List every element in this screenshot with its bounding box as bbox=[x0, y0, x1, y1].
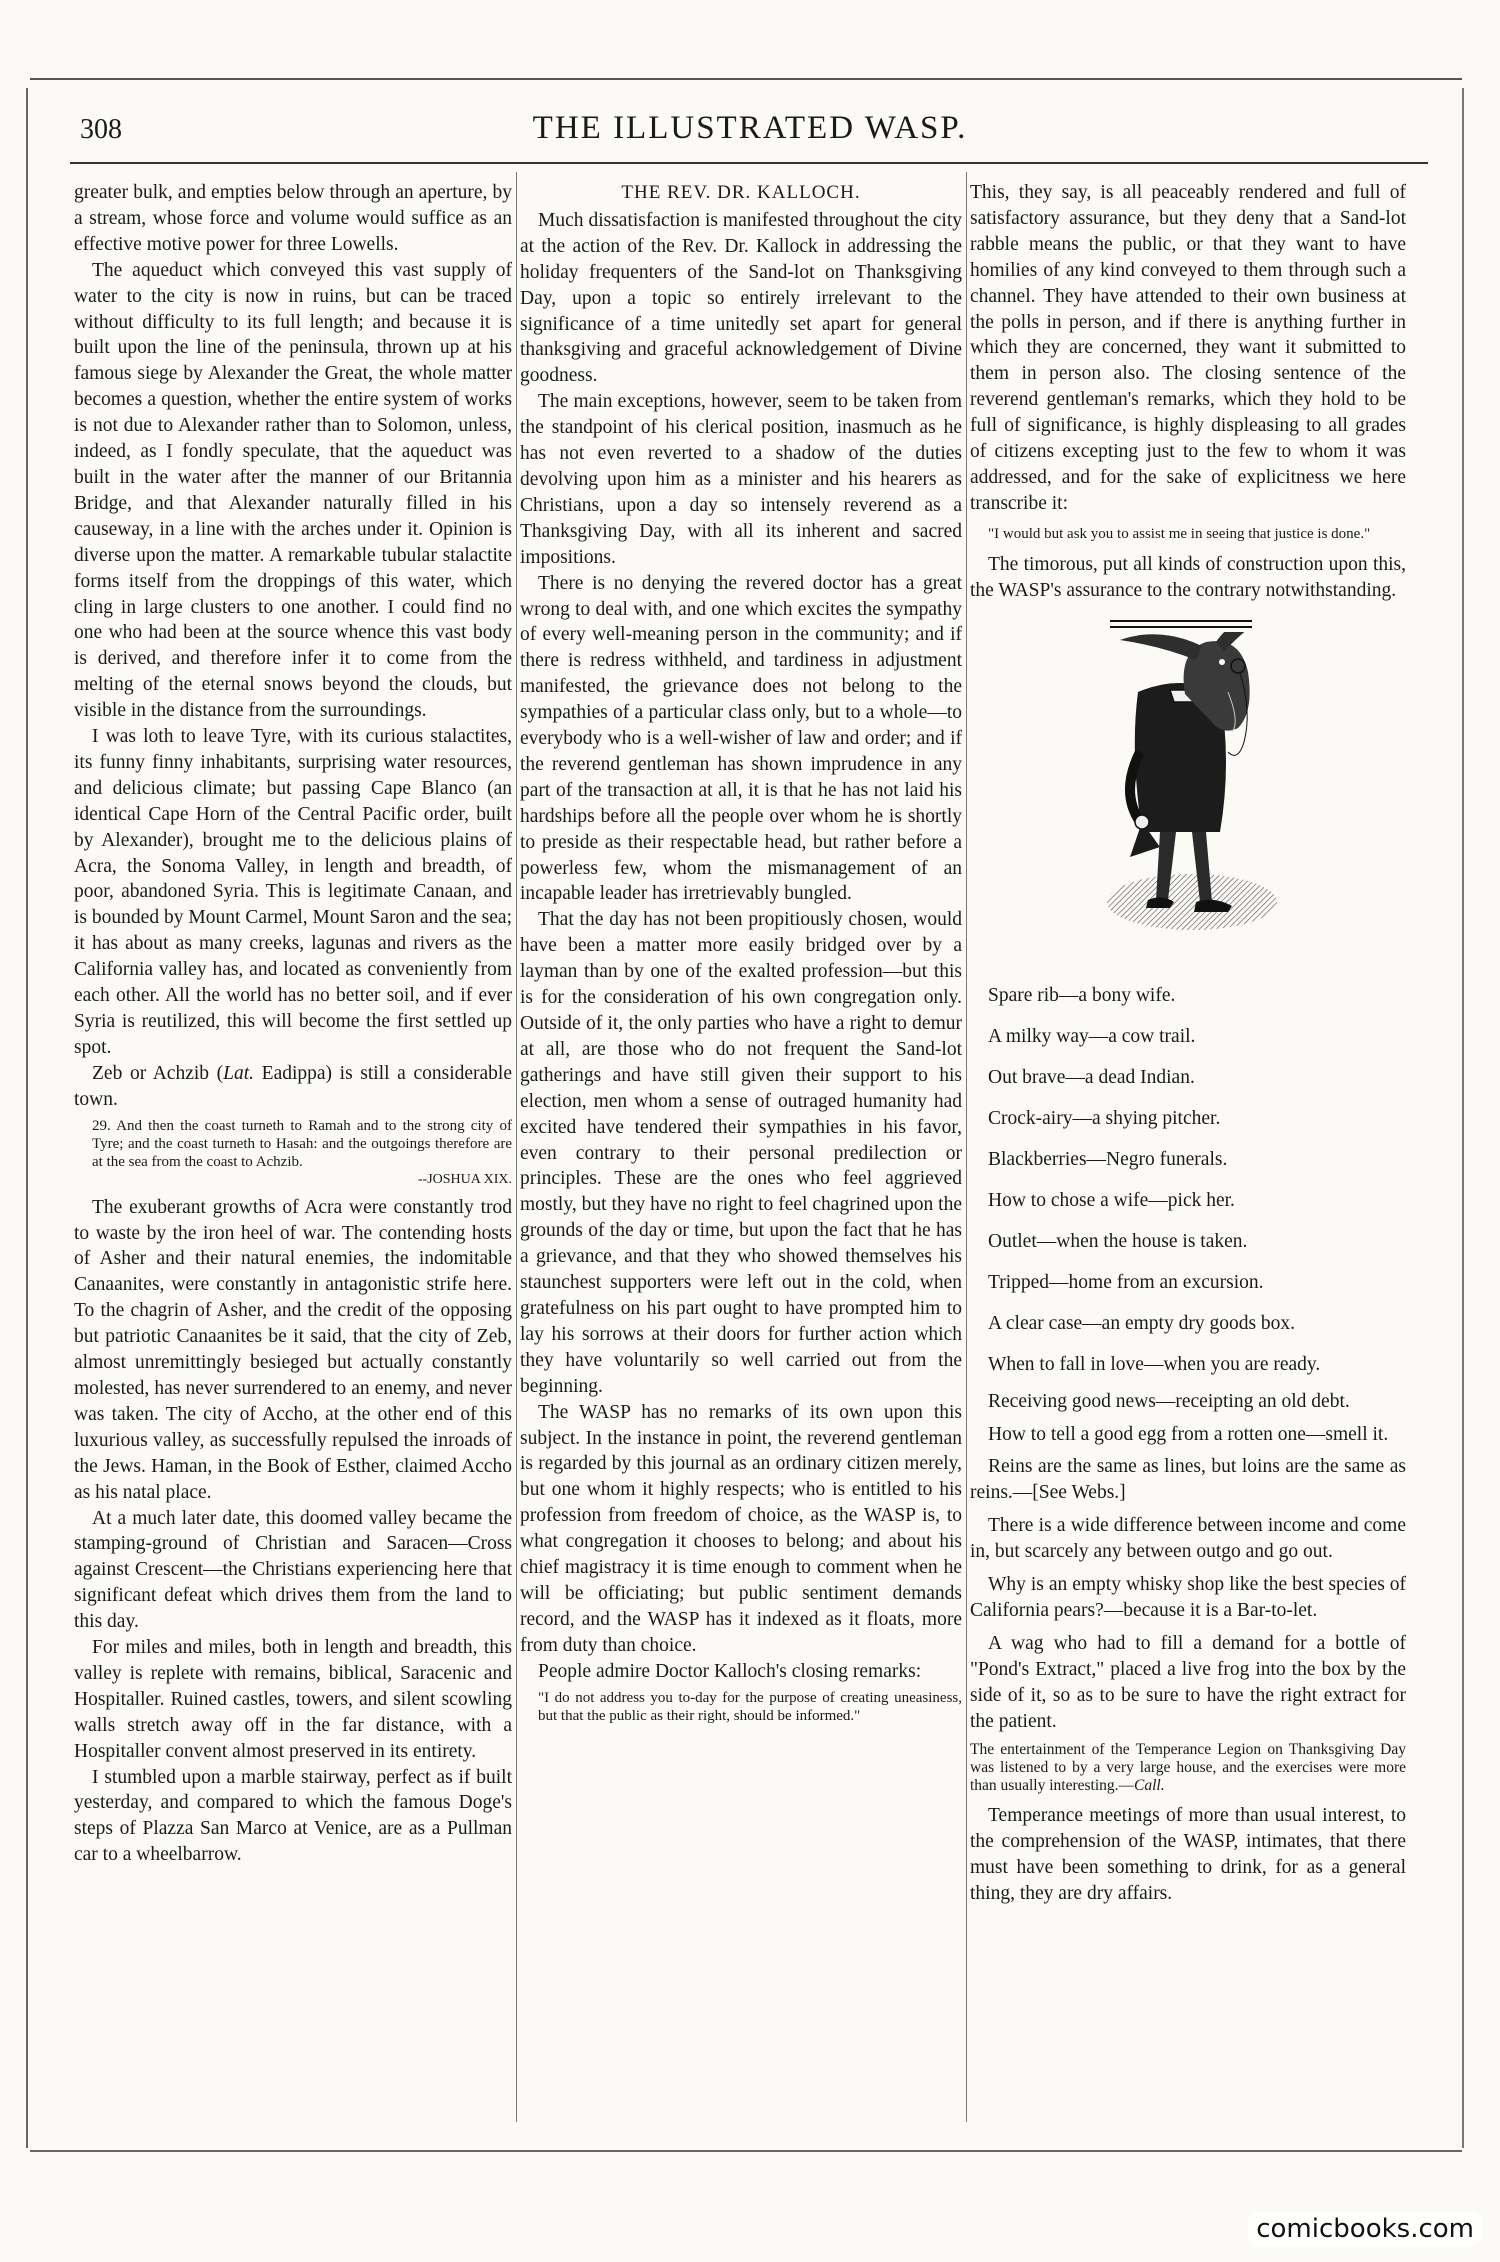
paragraph: Much dissatisfaction is manifested throughout the city at the action of the Rev. Dr. Kallock in addressing the holiday frequenters of the Sand-lot on Thanksgiving Day, upon a topic so entirely irrelevant to the significance of a time unitedly set apart for general thanksgiving and graceful acknowledgement of Divine goodness. bbox=[520, 209, 962, 387]
joke-list bbox=[970, 979, 1406, 1382]
joke-item: Receiving good news—receipting an old debt. bbox=[988, 1390, 1350, 1412]
paragraph: I stumbled upon a marble stairway, perfect as if built yesterday, and compared to which the famous Doge's steps of Plazza San Marco at Venice, are as a Pullman car to a wheelbarrow. bbox=[74, 1766, 512, 1866]
column-divider bbox=[516, 172, 517, 2122]
joke-item: A milky way—a cow trail. bbox=[988, 1025, 1196, 1047]
note-text: The entertainment of the Temperance Legion on Thanksgiving Day was listened to by a very large house, and the exercises were more than usually interesting.— bbox=[970, 1741, 1406, 1795]
joke-item: How to tell a good egg from a rotten one—smell it. bbox=[988, 1423, 1389, 1445]
quote-text: 29. And then the coast turneth to Ramah and to the strong city of Tyre; and the coast turneth to Hasah: and the outgoings therefore are at the sea from the coast to Achzib. bbox=[92, 1117, 512, 1170]
joke-item: Tripped—home from an excursion. bbox=[988, 1271, 1264, 1293]
paragraph: Temperance meetings of more than usual interest, to the comprehension of the WASP, intimates, that there must have been something to drink, for as a general thing, they are dry affairs. bbox=[970, 1805, 1406, 1905]
paragraph: I was loth to leave Tyre, with its curious stalactites, its funny finny inhabitants, surprising water resources, and delicious climate; but passing Cape Blanco (an identical Cape Horn of the Central Pacific order, built by Alexander), brought me to the delicious plains of Acra, the Sonoma Valley, in length and breadth, of poor, abandoned Syria. This is legitimate Canaan, and is bounded by Mount Carmel, Mount Saron and the sea; it has about as many creeks, lagunas and rivers as the California valley has, and located as conveniently from each other. All the world has no better soil, and if ever Syria is reutilized, this will become the first settled up spot. bbox=[74, 726, 512, 1058]
closing-quote: "I do not address you to-day for the purpose of creating uneasiness, but that the public as their right, should be informed." bbox=[538, 1689, 962, 1724]
illustration-rule bbox=[1110, 620, 1252, 622]
masthead: THE ILLUSTRATED WASP. bbox=[532, 110, 968, 146]
joke-item: Spare rib—a bony wife. bbox=[988, 984, 1176, 1006]
paragraph: The exuberant growths of Acra were constantly trod to waste by the iron heel of war. The contending hosts of Asher and their natural enemies, the indomitable Canaanites, were constantly in antagonistic strife here. To the chagrin of Asher, and the credit of the opposing but patriotic Canaanites be it said, that the city of Zeb, almost unremittingly besieged but actually constantly molested, has never surrendered to an enemy, and never was taken. The city of Accho, at the other end of this luxurious valley, as successfully repulsed the inroads of the Jews. Haman, in the Book of Esther, claimed Accho as his natal place. bbox=[74, 1196, 512, 1503]
paragraph: People admire Doctor Kalloch's closing remarks: bbox=[538, 1660, 922, 1682]
quote-attribution: --JOSHUA XIX. bbox=[417, 1171, 512, 1187]
text-span: Eadippa) is still a considerable town. bbox=[74, 1062, 512, 1110]
text-span: Zeb or Achzib ( bbox=[92, 1062, 224, 1084]
illustration-rule bbox=[1110, 626, 1252, 628]
joke-item: A wag who had to fill a demand for a bottle of "Pond's Extract," placed a live frog into the box by the side of it, so as to be sure to have the right extract for the patient. bbox=[970, 1632, 1406, 1732]
paragraph: The WASP has no remarks of its own upon this subject. In the instance in point, the reverend gentleman is regarded by this journal as an ordinary citizen merely, but one whom it highly respects; who is entitled to his profession from freedom of choice, as the WASP is, to what congregation it chooses to belong; and about his chief magistracy it is time enough to comment when he will be officiating; but public sentiment demands record, and the WASP has it indexed as it floats, more from duty than choice. bbox=[520, 1401, 962, 1656]
page-border-right bbox=[1462, 88, 1464, 2148]
paragraph: For miles and miles, both in length and breadth, this valley is replete with remains, biblical, Saracenic and Hospitaller. Ruined castles, towers, and silent scowling walls stretch away off in the far distance, with a Hospitaller convent almost preserved in its entirety. bbox=[74, 1637, 512, 1762]
joke-item: Crock-airy—a shying pitcher. bbox=[988, 1107, 1221, 1129]
donkey-illustration bbox=[970, 614, 1406, 959]
transcribed-quote: "I would but ask you to assist me in seeing that justice is done." bbox=[988, 525, 1371, 542]
column-kalloch-article bbox=[520, 180, 962, 2120]
page-number: 308 bbox=[80, 114, 122, 145]
column-divider bbox=[966, 172, 967, 2122]
scripture-quote bbox=[74, 1117, 512, 1189]
joke-item: There is a wide difference between income and come in, but scarcely any between outgo and go out. bbox=[970, 1515, 1406, 1563]
header-rule bbox=[70, 162, 1428, 164]
paragraph: The timorous, put all kinds of construction upon this, the WASP's assurance to the contrary notwithstanding. bbox=[970, 553, 1406, 601]
page-header bbox=[70, 110, 1430, 150]
joke-item: When to fall in love—when you are ready. bbox=[988, 1353, 1321, 1375]
italic-text: Lat. bbox=[223, 1062, 255, 1084]
column-travel-article bbox=[74, 180, 512, 2120]
joke-item: A clear case—an empty dry goods box. bbox=[988, 1312, 1296, 1334]
paragraph bbox=[74, 1061, 512, 1113]
paragraph: There is no denying the revered doctor has a great wrong to deal with, and one which excites the sympathy of every well-meaning person in the community; and if there is redress withheld, and tardiness in adjustment manifested, the grievance does not belong to the sympathies of a particular class only, but to a whole—to everybody who is a well-wisher of law and order; and if the reverend gentleman has shown imprudence in any part of the transaction at all, it is that he has not laid his hardships before all the people over whom he is shortly to preside as their respectable head, but rather before a powerless few, whom the mismanagement of an incapable leader has irretrievably bungled. bbox=[520, 572, 962, 905]
joke-item: Outlet—when the house is taken. bbox=[988, 1230, 1248, 1252]
note-attribution: Call. bbox=[1134, 1777, 1165, 1795]
article-title: THE REV. DR. KALLOCH. bbox=[621, 182, 861, 203]
donkey-gentleman-drawing bbox=[970, 632, 1406, 962]
joke-item: How to chose a wife—pick her. bbox=[988, 1189, 1235, 1211]
paragraph: greater bulk, and empties below through an aperture, by a stream, whose force and volume would suffice as an effective motive power for three Lowells. bbox=[74, 182, 512, 255]
page-border-left bbox=[26, 88, 28, 2148]
watermark-logo: comicbooks.com bbox=[1248, 2212, 1482, 2246]
joke-item: Out brave—a dead Indian. bbox=[988, 1066, 1195, 1088]
joke-item: Blackberries—Negro funerals. bbox=[988, 1148, 1228, 1170]
paragraph: At a much later date, this doomed valley became the stamping-ground of Christian and Saracen—Cross against Crescent—the Christians experiencing here that significant defeat which drives them from the land to this day. bbox=[74, 1507, 512, 1633]
paragraph: This, they say, is all peaceably rendered and full of satisfactory assurance, but they deny that a Sand-lot rabble means the public, or that they want to have homilies of any kind conveyed to them through such a channel. They have attended to their own business at the polls in person, and if there is anything further in which they are concerned, they want it submitted to them in person also. The closing sentence of the reverend gentleman's remarks, which they hold to be full of significance, is highly displeasing to all grades of citizens excepting just to the few to whom it was addressed, and for the sake of explicitness we here transcribe it: bbox=[970, 182, 1406, 514]
column-jokes bbox=[970, 180, 1406, 2120]
paragraph: The aqueduct which conveyed this vast supply of water to the city is now in ruins, but can be traced without difficulty to its full length; and because it is built upon the line of the peninsula, thrown up at his famous siege by Alexander the Great, the whole matter becomes a question, whether the entire system of works is not due to Alexander rather than to Solomon, unless, indeed, as I fondly speculate, that the aqueduct was built in the water after the manner of our Britannia Bridge, and that Alexander naturally filled in his causeway, in a line with the arches under it. Opinion is diverse upon the matter. A remarkable tubular stalactite forms itself from the droppings of this water, which cling in large clusters to one another. I could find no one who had been at the source whence this vast body is derived, and therefore infer it to come from the melting of the eternal snows beyond the clouds, but visible in the distance from the surroundings. bbox=[74, 259, 512, 722]
paragraph: The main exceptions, however, seem to be taken from the standpoint of his clerical position, inasmuch as he has not even reverted to a shadow of the duties devolving upon him as a minister and his hearers as Christians, upon a day so intensely reverend as a Thanksgiving Day, with all its inherent and sacred impositions. bbox=[520, 391, 962, 568]
temperance-note bbox=[970, 1741, 1406, 1795]
paragraph: That the day has not been propitiously chosen, would have been a matter more easily bridged over by a layman than by one of the exalted profession—but this is for the consideration of his own congregation only. Outside of it, the only parties who have a right to demur at all, are those who do not frequent the Sand-lot gatherings and have still given their support to his election, men whom a sense of outraged humanity had excited have tendered their sympathies in his favor, even contrary to their personal predilection or principles. These are the ones who feel aggrieved mostly, but they have no right to feel chagrined upon the grounds of the day or time, but upon the fact that he has a grievance, and that they who showed themselves his staunchest supporters were left out in the cold, when gratefulness on his part ought to have prompted him to lay his sorrows at their doors for further action which they have voluntarily so well carried out from the beginning. bbox=[520, 909, 962, 1397]
joke-item: Reins are the same as lines, but loins are the same as reins.—[See Webs.] bbox=[970, 1456, 1406, 1504]
joke-item: Why is an empty whisky shop like the best species of California pears?—because it is a Bar-to-let. bbox=[970, 1574, 1406, 1621]
